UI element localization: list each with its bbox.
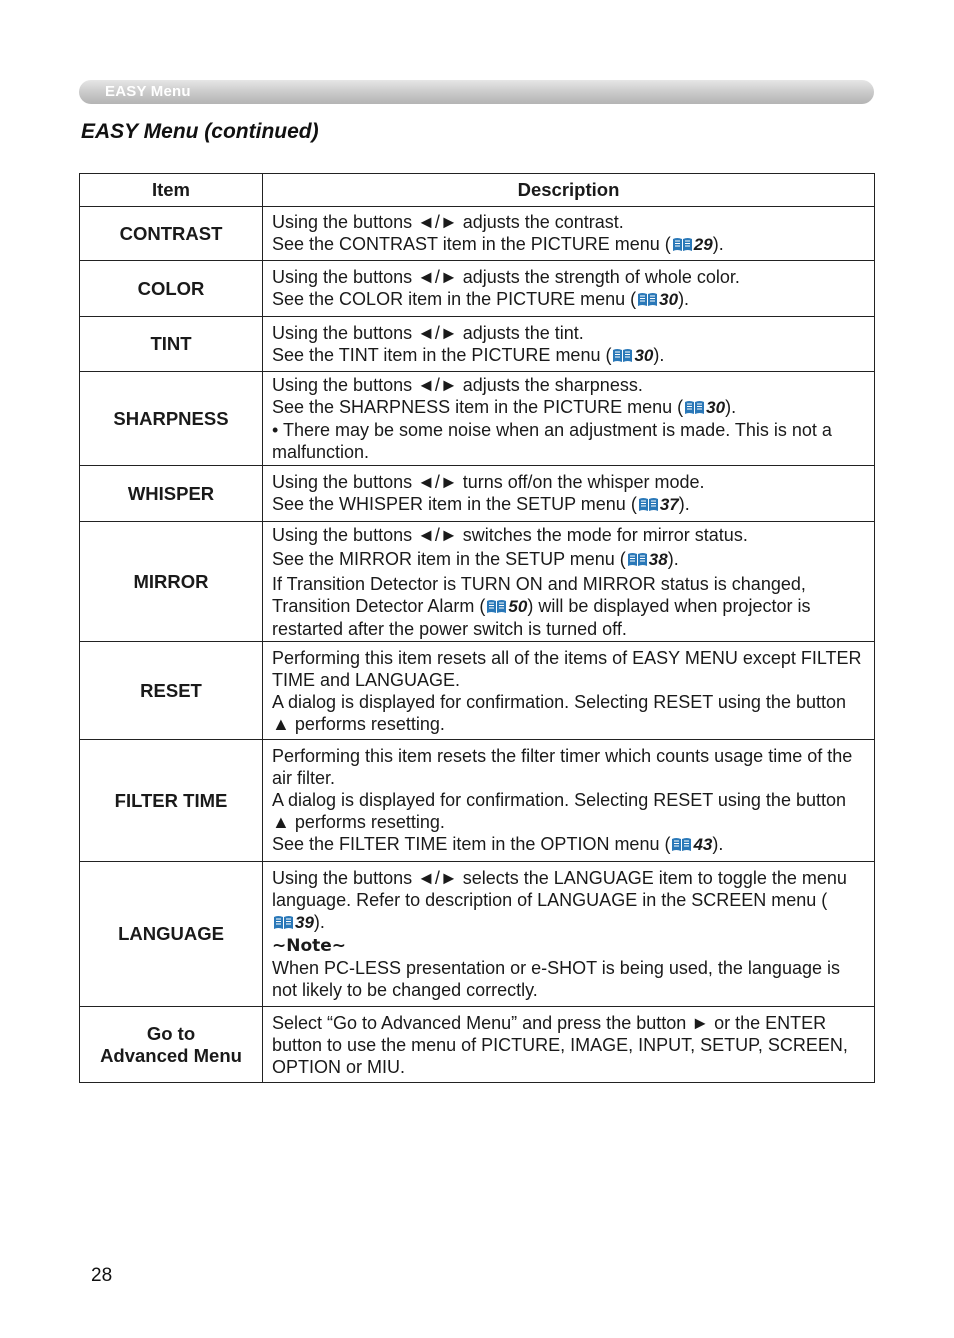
description-line [272, 691, 866, 735]
description-text: See the MIRROR item in the SETUP menu ( [272, 548, 626, 569]
item-name-text: MIRROR [133, 570, 209, 592]
item-name [80, 642, 263, 740]
book-icon [627, 550, 648, 565]
description-line [272, 288, 866, 311]
description-text: See the SHARPNESS item in the PICTURE menu ( [272, 397, 684, 417]
book-icon [638, 495, 659, 510]
description-line [272, 471, 866, 493]
item-description [263, 522, 875, 642]
reference-tail: ). [313, 912, 325, 932]
page-reference[interactable] [637, 494, 679, 514]
table-header-row [80, 174, 875, 207]
column-header-description: Description [263, 174, 875, 207]
description-line [272, 374, 866, 396]
item-name [80, 522, 263, 642]
description-line [272, 419, 866, 463]
description-text: Using the buttons ◄/► switches the mode for mirror status. [272, 524, 748, 545]
item-name [80, 261, 263, 317]
book-icon [684, 398, 705, 413]
page-title: EASY Menu (continued) [81, 120, 319, 143]
section-header-bar [79, 80, 874, 104]
section-label: EASY Menu [105, 83, 191, 100]
item-name-text: SHARPNESS [113, 407, 229, 429]
reference-page-number: 38 [648, 549, 668, 569]
book-icon [273, 913, 294, 928]
reference-tail: ). [712, 234, 724, 254]
table-row [80, 207, 875, 261]
description-text: A dialog is displayed for confirmation. Selecting RESET using the button ▲ performs resetting. [272, 691, 846, 734]
description-line [272, 833, 866, 856]
item-description [263, 207, 875, 261]
description-text: Using the buttons ◄/► adjusts the sharpness. [272, 375, 643, 395]
table-row [80, 862, 875, 1007]
description-line [272, 233, 866, 256]
description-line [272, 867, 866, 934]
easy-menu-table [79, 173, 875, 1083]
item-description [263, 317, 875, 372]
table-row [80, 642, 875, 740]
reference-page-number: 50 [508, 596, 528, 616]
reference-tail: ). [678, 289, 690, 309]
reference-page-number: 30 [634, 345, 654, 365]
item-name [80, 466, 263, 522]
reference-tail: ) will be displayed when projector is restarted after the power switch is turned off. [272, 595, 811, 639]
item-name-text: FILTER TIME [114, 789, 228, 811]
item-name-text: Advanced Menu [100, 1044, 242, 1066]
page-reference[interactable] [626, 549, 668, 569]
table-row [80, 740, 875, 862]
description-line [272, 211, 866, 233]
item-description [263, 261, 875, 317]
item-name-text: COLOR [137, 277, 205, 299]
description-line [272, 789, 866, 833]
reference-page-number: 43 [693, 835, 713, 854]
description-text: A dialog is displayed for confirmation. Selecting RESET using the button ▲ performs resetting. [272, 790, 846, 832]
reference-tail: ). [653, 344, 665, 365]
reference-tail: ). [667, 548, 679, 569]
description-line [272, 548, 866, 571]
item-name [80, 740, 263, 862]
description-text: Performing this item resets all of the items of EASY MENU except FILTER TIME and LANGUAGE. [272, 647, 862, 690]
description-line [272, 573, 866, 640]
description-text: Using the buttons ◄/► turns off/on the whisper mode. [272, 472, 705, 492]
item-description [263, 1007, 875, 1083]
description-line [272, 493, 866, 516]
page-reference[interactable] [683, 397, 725, 417]
item-description [263, 372, 875, 466]
column-header-item: Item [80, 174, 263, 207]
book-icon [671, 835, 692, 850]
table-row [80, 372, 875, 466]
item-name-text: Go to [146, 1022, 196, 1044]
description-text: See the TINT item in the PICTURE menu ( [272, 344, 612, 365]
description-text: Using the buttons ◄/► adjusts the contrast. [272, 212, 624, 232]
description-text: See the COLOR item in the PICTURE menu ( [272, 289, 637, 309]
reference-tail: ). [712, 834, 724, 854]
description-line [272, 266, 866, 288]
item-name [80, 207, 263, 261]
description-text: If Transition Detector is TURN ON and MIRROR status is changed, Transition Detector Alarm ( [272, 573, 806, 616]
page-reference[interactable] [636, 289, 678, 309]
description-text: See the WHISPER item in the SETUP menu ( [272, 494, 637, 514]
page-reference[interactable] [670, 834, 712, 854]
page-number: 28 [91, 1265, 113, 1286]
table-row [80, 466, 875, 522]
description-text: Using the buttons ◄/► adjusts the strength of whole color. [272, 267, 740, 287]
item-name [80, 317, 263, 372]
description-line [272, 647, 866, 691]
item-description [263, 466, 875, 522]
description-line [272, 322, 866, 344]
item-name-text: RESET [140, 679, 202, 701]
description-text: When PC-LESS presentation or e-SHOT is being used, the language is not likely to be changed correctly. [272, 958, 840, 1000]
page-reference[interactable] [611, 345, 653, 365]
description-text: Performing this item resets the filter timer which counts usage time of the air filter. [272, 746, 853, 788]
reference-page-number: 39 [295, 913, 314, 932]
description-line [272, 745, 866, 789]
book-icon [637, 290, 658, 305]
item-name [80, 372, 263, 466]
description-text: See the FILTER TIME item in the OPTION menu ( [272, 834, 671, 854]
item-name [80, 862, 263, 1007]
description-text: Using the buttons ◄/► adjusts the tint. [272, 322, 584, 343]
item-name-text: WHISPER [127, 482, 215, 504]
description-text: ~Note~ [272, 936, 347, 956]
page-reference[interactable] [272, 912, 314, 932]
description-line [272, 344, 866, 367]
note-label [272, 934, 866, 957]
item-description [263, 862, 875, 1007]
page-reference[interactable] [671, 234, 713, 254]
reference-tail: ). [725, 397, 737, 417]
table-row [80, 1007, 875, 1083]
description-line [272, 957, 866, 1001]
table-row [80, 522, 875, 642]
description-text: • There may be some noise when an adjustment is made. This is not a malfunction. [272, 420, 832, 462]
reference-page-number: 30 [706, 398, 726, 417]
table-row [80, 317, 875, 372]
item-description [263, 740, 875, 862]
description-line [272, 1012, 866, 1078]
book-icon [672, 235, 693, 250]
book-icon [612, 346, 633, 361]
reference-page-number: 30 [659, 290, 679, 309]
reference-page-number: 29 [693, 235, 713, 254]
page-reference[interactable] [485, 596, 527, 616]
description-text: Select “Go to Advanced Menu” and press the button ► or the ENTER button to use the menu of PICTURE, IMAGE, INPUT, SETUP, SCREEN, OPTION or MIU. [272, 1012, 848, 1077]
item-name [80, 1007, 263, 1083]
item-name-text: CONTRAST [119, 222, 223, 244]
description-text: See the CONTRAST item in the PICTURE menu ( [272, 234, 671, 254]
reference-tail: ). [678, 494, 690, 514]
item-name-text: LANGUAGE [118, 923, 224, 944]
description-line [272, 396, 866, 419]
reference-page-number: 37 [659, 495, 679, 514]
item-name-text: TINT [150, 333, 192, 354]
book-icon [486, 597, 507, 612]
description-line [272, 524, 866, 546]
table-row [80, 261, 875, 317]
description-text: Using the buttons ◄/► selects the LANGUAGE item to toggle the menu language. Refer to description of LANGUAGE in the SCREEN menu ( [272, 868, 847, 910]
table-body [80, 207, 875, 1083]
item-description [263, 642, 875, 740]
